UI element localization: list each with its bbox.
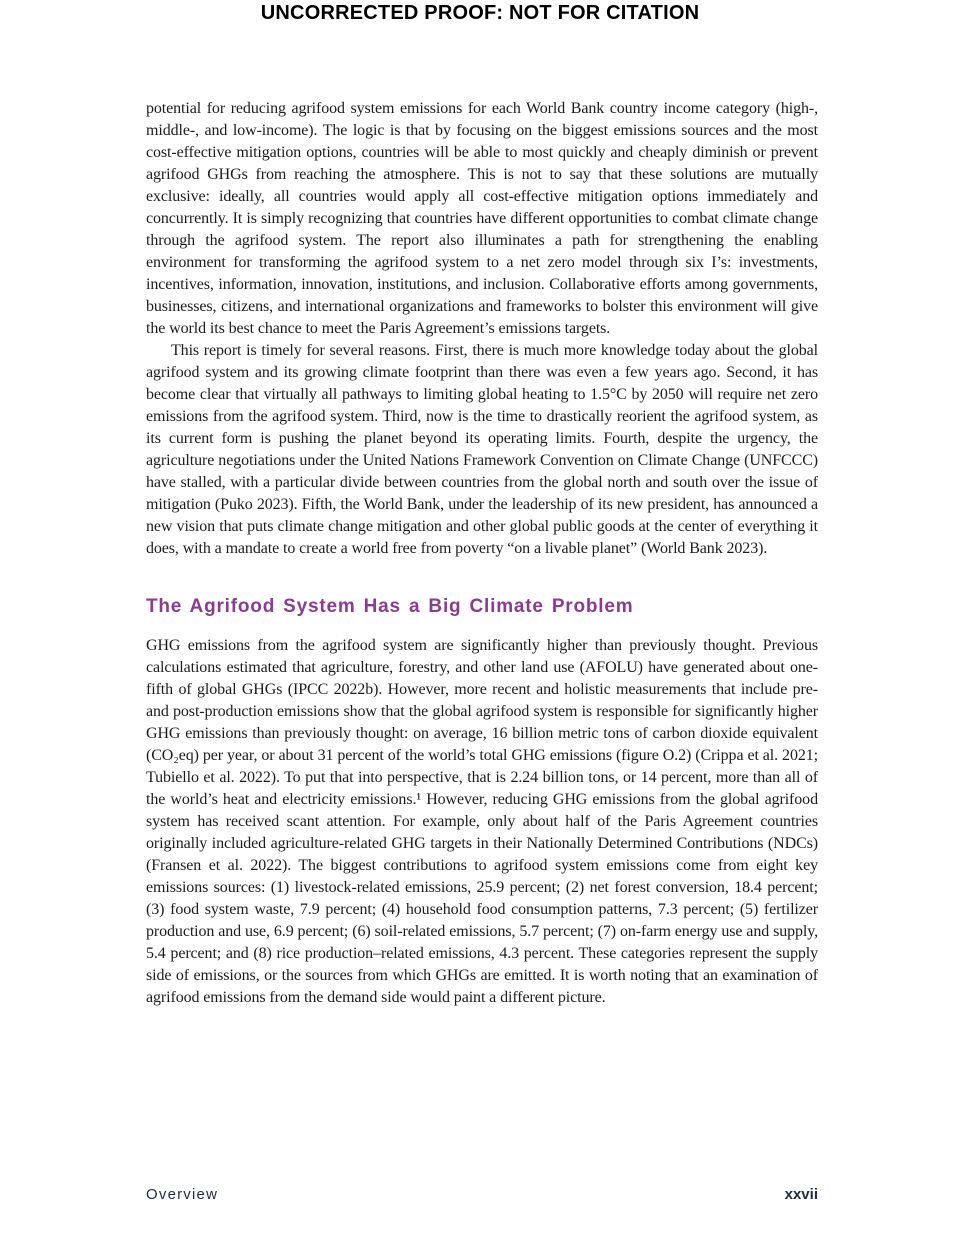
body-paragraph: potential for reducing agrifood system emissions for each World Bank country income category (high-, middle-, and low-income). The logic is that by focusing on the biggest emissions sources and the most cost-effective mitigation options, countries will be able to most quickly and cheaply diminish or prevent agrifood GHGs from reaching the atmosphere. This is not to say that these solutions are mutually exclusive: ideally, all countries would apply all cost-effective mitigation options immediately and concurrently. It is simply recognizing that countries have different opportunities to combat climate change through the agrifood system. The report also illuminates a path for strengthening the enabling environment for transforming the agrifood system to a net zero model through six I’s: investments, incentives, information, innovation, institutions, and inclusion. Collaborative efforts among governments, businesses, citizens, and international organizations and frameworks to bolster this environment will give the world its best chance to meet the Paris Agreement’s emissions targets.: [146, 100, 818, 337]
page-body: [146, 98, 818, 1009]
footer-page-number: xxvii: [784, 1186, 818, 1203]
body-paragraph: This report is timely for several reasons. First, there is much more knowledge today about the global agrifood system and its growing climate footprint than there was even a few years ago. Second, it has become clear that virtually all pathways to limiting global heating to 1.5°C by 2050 will require net zero emissions from the agrifood system. Third, now is the time to drastically reorient the agrifood system, as its current form is pushing the planet beyond its operating limits. Fourth, despite the urgency, the agriculture negotiations under the United Nations Framework Convention on Climate Change (UNFCCC) have stalled, with a particular divide between countries from the global north and south over the issue of mitigation (Puko 2023). Fifth, the World Bank, under the leadership of its new president, has announced a new vision that puts climate change mitigation and other global public goods at the center of everything it does, with a mandate to create a world free from poverty “on a livable planet” (World Bank 2023).: [146, 342, 818, 557]
page-footer: [146, 1186, 818, 1203]
section-heading: The Agrifood System Has a Big Climate Problem: [146, 596, 634, 617]
body-paragraph: GHG emissions from the agrifood system are significantly higher than previously thought. Previous calculations estimated that agriculture, forestry, and other land use (AFOLU) have generated about one-fifth of global GHGs (IPCC 2022b). However, more recent and holistic measurements that include pre- and post-production emissions show that the global agrifood system is responsible for significantly higher GHG emissions than previously thought: on average, 16 billion metric tons of carbon dioxide equivalent (CO₂eq) per year, or about 31 percent of the world’s total GHG emissions (figure O.2) (Crippa et al. 2021; Tubiello et al. 2022). To put that into perspective, that is 2.24 billion tons, or 14 percent, more than all of the world’s heat and electricity emissions.¹ However, reducing GHG emissions from the global agrifood system has received scant attention. For example, only about half of the Paris Agreement countries originally included agriculture-related GHG targets in their Nationally Determined Contributions (NDCs) (Fransen et al. 2022). The biggest contributions to agrifood system emissions come from eight key emissions sources: (1) livestock-related emissions, 25.9 percent; (2) net forest conversion, 18.4 percent; (3) food system waste, 7.9 percent; (4) household food consumption patterns, 7.3 percent; (5) fertilizer production and use, 6.9 percent; (6) soil-related emissions, 5.7 percent; (7) on-farm energy use and supply, 5.4 percent; and (8) rice production–related emissions, 4.3 percent. These categories represent the supply side of emissions, or the sources from which GHGs are emitted. It is worth noting that an examination of agrifood emissions from the demand side would paint a different picture.: [146, 637, 818, 1006]
proof-notice: UNCORRECTED PROOF: NOT FOR CITATION: [260, 2, 700, 24]
footer-section-label: Overview: [146, 1186, 219, 1203]
